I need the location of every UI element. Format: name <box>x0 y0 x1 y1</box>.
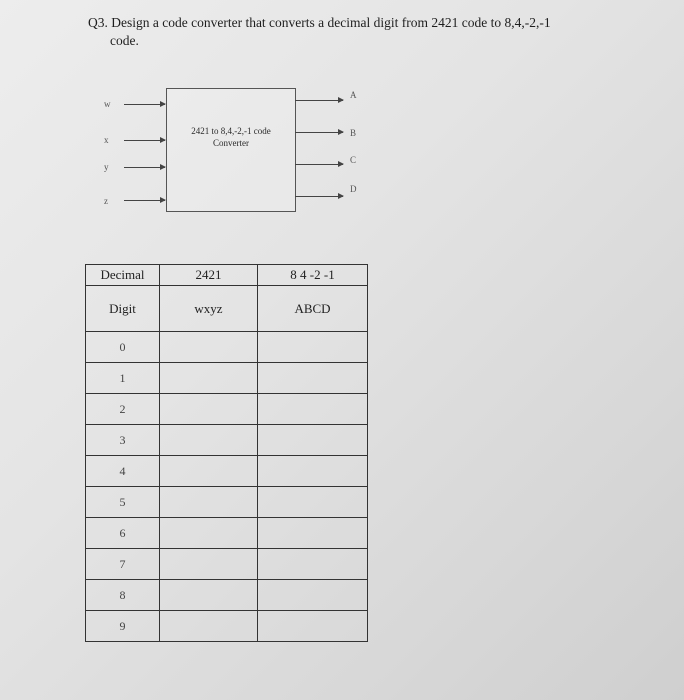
digit-cell: 2 <box>86 394 160 425</box>
header-8421-neg: 8 4 -2 -1 <box>258 265 368 286</box>
output-label-c: C <box>350 155 357 165</box>
output-arrow-b <box>295 132 343 133</box>
abcd-cell[interactable] <box>258 394 368 425</box>
input-arrow-y <box>124 167 165 168</box>
table-row <box>86 456 368 487</box>
abcd-cell[interactable] <box>258 611 368 642</box>
table-row <box>86 549 368 580</box>
block-diagram <box>0 0 684 240</box>
input-arrow-x <box>124 140 165 141</box>
table-row <box>86 611 368 642</box>
table-row <box>86 518 368 549</box>
wxyz-cell[interactable] <box>160 456 258 487</box>
wxyz-cell[interactable] <box>160 425 258 456</box>
question-line-2: code. <box>110 33 139 48</box>
digit-cell: 6 <box>86 518 160 549</box>
digit-cell: 4 <box>86 456 160 487</box>
converter-title: 2421 to 8,4,-2,-1 code <box>191 126 271 136</box>
wxyz-cell[interactable] <box>160 549 258 580</box>
input-arrow-w <box>124 104 165 105</box>
header-decimal: Decimal <box>86 265 160 286</box>
converter-box <box>166 88 296 212</box>
input-label-y: y <box>104 162 109 172</box>
digit-cell: 7 <box>86 549 160 580</box>
digit-cell: 1 <box>86 363 160 394</box>
wxyz-cell[interactable] <box>160 363 258 394</box>
header-digit: Digit <box>86 286 160 332</box>
input-arrow-z <box>124 200 165 201</box>
abcd-cell[interactable] <box>258 332 368 363</box>
header-abcd: ABCD <box>258 286 368 332</box>
output-arrow-c <box>295 164 343 165</box>
input-label-x: x <box>104 135 109 145</box>
abcd-cell[interactable] <box>258 549 368 580</box>
truth-table-wrap <box>85 264 368 642</box>
truth-table <box>85 264 368 642</box>
output-label-d: D <box>350 184 357 194</box>
abcd-cell[interactable] <box>258 425 368 456</box>
digit-cell: 3 <box>86 425 160 456</box>
output-label-b: B <box>350 128 357 138</box>
output-arrow-d <box>295 196 343 197</box>
abcd-cell[interactable] <box>258 456 368 487</box>
wxyz-cell[interactable] <box>160 394 258 425</box>
table-row <box>86 332 368 363</box>
wxyz-cell[interactable] <box>160 518 258 549</box>
question-line-1: Q3. Design a code converter that converts a decimal digit from 2421 code to 8,4,-2,-1 <box>88 15 551 30</box>
digit-cell: 0 <box>86 332 160 363</box>
output-label-a: A <box>350 90 357 100</box>
digit-cell: 8 <box>86 580 160 611</box>
table-subheader-row <box>86 286 368 332</box>
table-row <box>86 394 368 425</box>
digit-cell: 5 <box>86 487 160 518</box>
header-2421: 2421 <box>160 265 258 286</box>
abcd-cell[interactable] <box>258 580 368 611</box>
abcd-cell[interactable] <box>258 487 368 518</box>
table-header-row <box>86 265 368 286</box>
abcd-cell[interactable] <box>258 363 368 394</box>
table-row <box>86 487 368 518</box>
input-label-z: z <box>104 196 108 206</box>
wxyz-cell[interactable] <box>160 332 258 363</box>
wxyz-cell[interactable] <box>160 487 258 518</box>
output-arrow-a <box>295 100 343 101</box>
digit-cell: 9 <box>86 611 160 642</box>
wxyz-cell[interactable] <box>160 580 258 611</box>
abcd-cell[interactable] <box>258 518 368 549</box>
table-row <box>86 580 368 611</box>
table-row <box>86 363 368 394</box>
table-row <box>86 425 368 456</box>
converter-subtitle: Converter <box>213 138 249 148</box>
wxyz-cell[interactable] <box>160 611 258 642</box>
input-label-w: w <box>104 99 111 109</box>
header-wxyz: wxyz <box>160 286 258 332</box>
